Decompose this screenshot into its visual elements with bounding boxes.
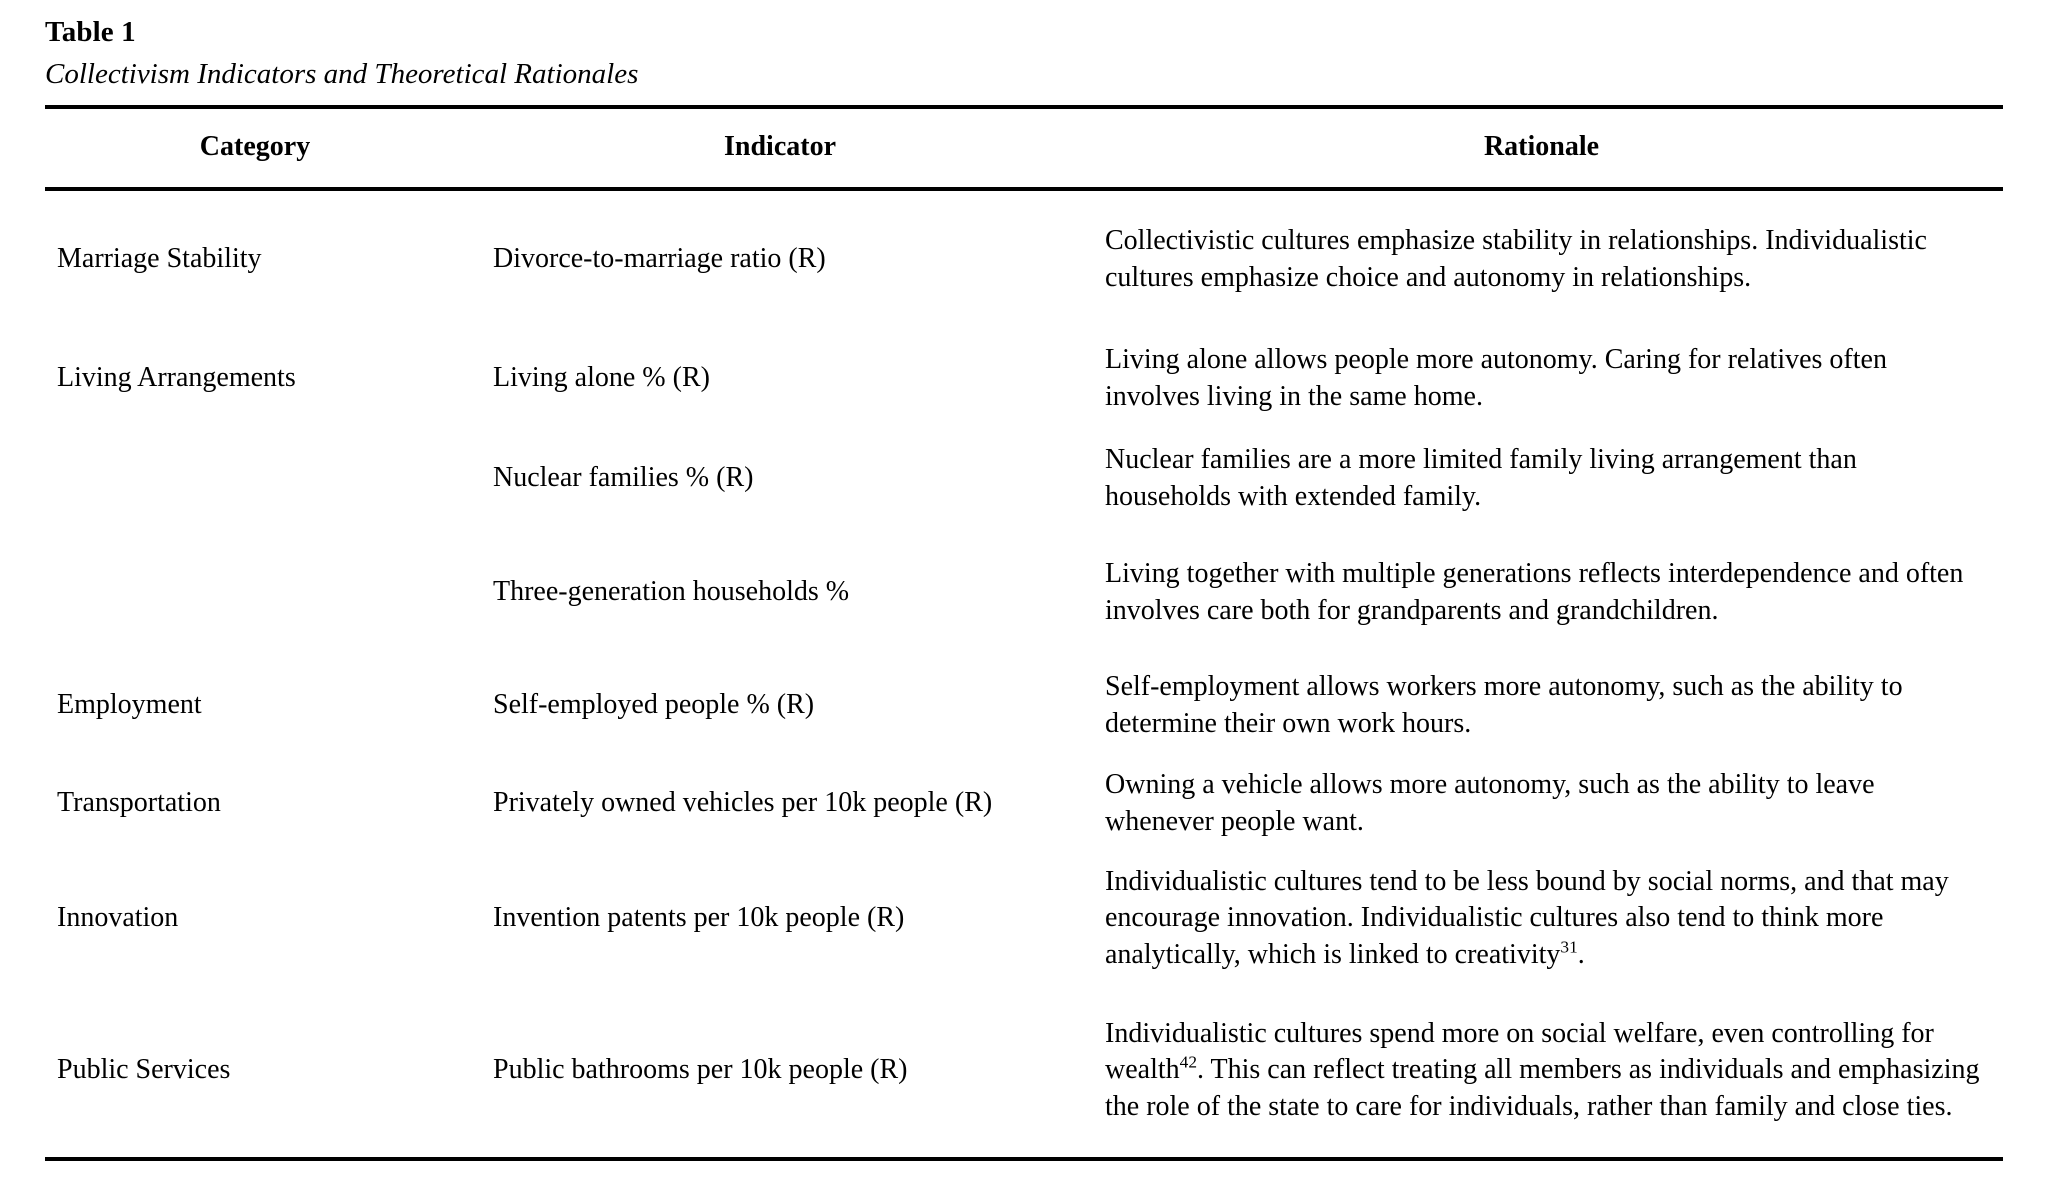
table-row [45,657,1988,755]
cell-rationale: Living alone allows people more autonomy. Caring for relatives often involves living in the same home. [1105,344,1887,412]
cell-category: Living Arrangements [57,362,296,394]
table-row [45,853,1988,985]
cell-category: Public Services [57,1054,231,1086]
reference-superscript: 31 [1560,937,1578,957]
cell-rationale: Self-employment allows workers more autonomy, such as the ability to determine their own work hours. [1105,671,1903,739]
cell-category: Innovation [57,902,179,934]
cell-indicator: Self-employed people % (R) [493,689,815,721]
cell-indicator: Divorce-to-marriage ratio (R) [493,243,826,275]
collectivism-indicators-table [45,109,1988,187]
cell-category: Employment [57,689,202,721]
table-caption [0,0,2048,93]
table-row [45,755,1988,853]
cell-indicator: Nuclear families % (R) [493,462,754,494]
cell-rationale: Nuclear families are a more limited family living arrangement than households with extended family. [1105,444,1857,512]
cell-indicator: Three-generation households % [493,576,850,608]
cell-category: Transportation [57,787,221,819]
cell-rationale: Individualistic cultures spend more on social welfare, even controlling for wealth$^{42}$. This can reflect treating all members as individuals and emphasizing the role of the state to care for individuals, rather than family and close ties. [1105,1017,1980,1122]
table-row [45,529,1988,657]
table-bottom-rule [45,1157,2003,1161]
table-row [45,429,1988,529]
table-row [45,985,1988,1157]
reference-superscript: 42 [1179,1052,1197,1072]
table-row [45,191,1988,329]
column-header-rationale: Rationale [1483,130,1600,162]
cell-category: Marriage Stability [57,243,262,275]
table-title: Collectivism Indicators and Theoretical Rationales [45,58,639,91]
cell-indicator: Living alone % (R) [493,362,710,394]
collectivism-indicators-table-body [45,191,1988,1157]
column-header-category: Category [199,130,311,162]
table-row [45,329,1988,429]
table-header-row [45,109,1988,187]
cell-indicator: Public bathrooms per 10k people (R) [493,1054,908,1086]
cell-rationale: Individualistic cultures tend to be less bound by social norms, and that may encourage innovation. Individualistic cultures also tend to think more analytically, which is linked to creativity$^{31}$. [1105,865,1949,970]
cell-indicator: Invention patents per 10k people (R) [493,902,905,934]
cell-rationale: Owning a vehicle allows more autonomy, such as the ability to leave whenever people want. [1105,769,1875,837]
table-number-label: Table 1 [45,16,136,48]
cell-rationale: Living together with multiple generations reflects interdependence and often involves care both for grandparents and grandchildren. [1105,558,1964,626]
column-header-indicator: Indicator [724,130,836,162]
cell-rationale: Collectivistic cultures emphasize stability in relationships. Individualistic cultures emphasize choice and autonomy in relationships. [1105,225,1927,293]
cell-category [45,429,465,529]
cell-category [45,529,465,657]
cell-indicator: Privately owned vehicles per 10k people (R) [493,787,993,819]
